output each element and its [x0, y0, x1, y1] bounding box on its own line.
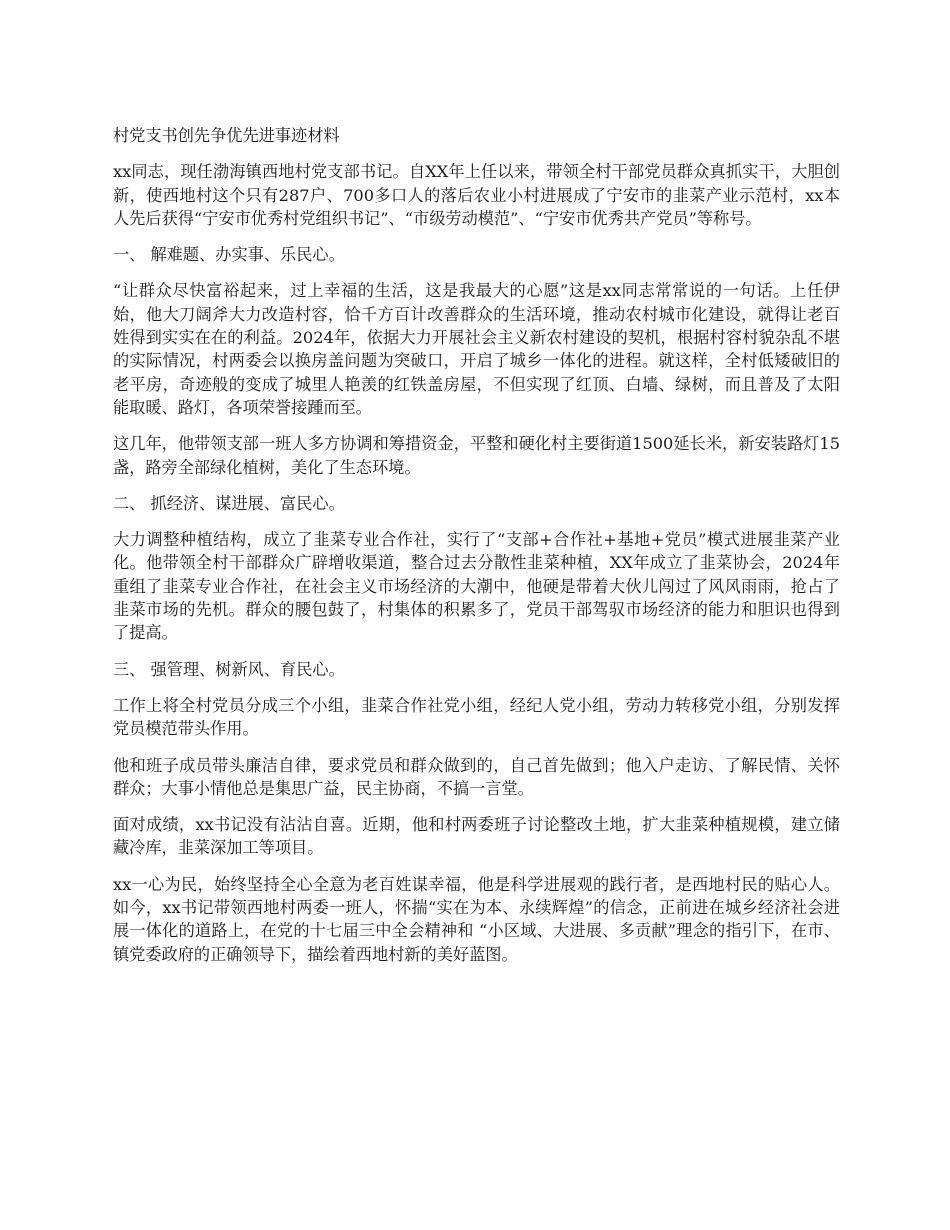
- document-page: [113, 124, 840, 979]
- paragraph-section2: 大力调整种植结构，成立了韭菜专业合作社，实行了“支部+合作社+基地+党员”模式进展韭菜产业化。他带领全村干部群众广辟增收渠道，整合过去分散性韭菜种植，XX年成立了韭菜协会，2024年重组了韭菜专业合作社，在社会主义市场经济的大潮中，他硬是带着大伙儿闯过了风风雨雨，抢占了韭菜市场的先机。群众的腰包鼓了，村集体的积累多了，党员干部驾驭市场经济的能力和胆识也得到了提高。: [113, 530, 840, 643]
- paragraph-section3-c: 面对成绩，xx书记没有沾沾自喜。近期，他和村两委班子讨论整改土地，扩大韭菜种植规模，建立储藏冷库，韭菜深加工等项目。: [113, 815, 840, 858]
- paragraph-section1-b: 这几年，他带领支部一班人多方协调和筹措资金，平整和硬化村主要街道1500延长米，新安装路灯15盏，路旁全部绿化植树，美化了生态环境。: [113, 434, 840, 477]
- section-heading-2: 二、 抓经济、谋进展、富民心。: [113, 493, 345, 513]
- section-heading-3: 三、 强管理、树新风、育民心。: [113, 659, 345, 679]
- paragraph-section1-a: “让群众尽快富裕起来，过上幸福的生活，这是我最大的心愿”这是xx同志常常说的一句话。上任伊始，他大刀阔斧大力改造村容，恰千方百计改善群众的生活环境，推动农村城市化建设，就得让老百姓得到实实在在的利益。2024年，依据大力开展社会主义新农村建设的契机，根据村容村貌杂乱不堪的实际情况，村两委会以换房盖问题为突破口，开启了城乡一体化的进程。就这样，全村低矮破旧的老平房，奇迹般的变成了城里人艳羡的红铁盖房屋，不但实现了红顶、白墙、绿树，而且普及了太阳能取暖、路灯，各项荣誉接踵而至。: [113, 281, 840, 417]
- document-title: 村党支书创先争优先进事迹材料: [113, 126, 340, 145]
- section-heading-1: 一、 解难题、办实事、乐民心。: [113, 245, 345, 265]
- paragraph-conclusion: xx一心为民，始终坚持全心全意为老百姓谋幸福，他是科学进展观的践行者，是西地村民的贴心人。如今，xx书记带领西地村两委一班人，怀揣“实在为本、永续辉煌”的信念，正前进在城乡经济社会进展一体化的道路上，在党的十七届三中全会精神和 “小区域、大进展、多贡献”理念的指引下，在市、镇党委政府的正确领导下，描绘着西地村新的美好蓝图。: [113, 874, 840, 964]
- paragraph-section3-b: 他和班子成员带头廉洁自律，要求党员和群众做到的，自己首先做到；他入户走访、了解民情、关怀群众；大事小情他总是集思广益，民主协商，不搞一言堂。: [113, 755, 840, 798]
- paragraph-intro: xx同志，现任渤海镇西地村党支部书记。自XX年上任以来，带领全村干部党员群众真抓实干，大胆创新，使西地村这个只有287户、700多口人的落后农业小村进展成了宁安市的韭菜产业示范村，xx本人先后获得“宁安市优秀村党组织书记”、“市级劳动模范”、“宁安市优秀共产党员”等称号。: [113, 162, 840, 228]
- paragraph-section3-a: 工作上将全村党员分成三个小组，韭菜合作社党小组，经纪人党小组，劳动力转移党小组，分别发挥党员模范带头作用。: [113, 695, 840, 739]
